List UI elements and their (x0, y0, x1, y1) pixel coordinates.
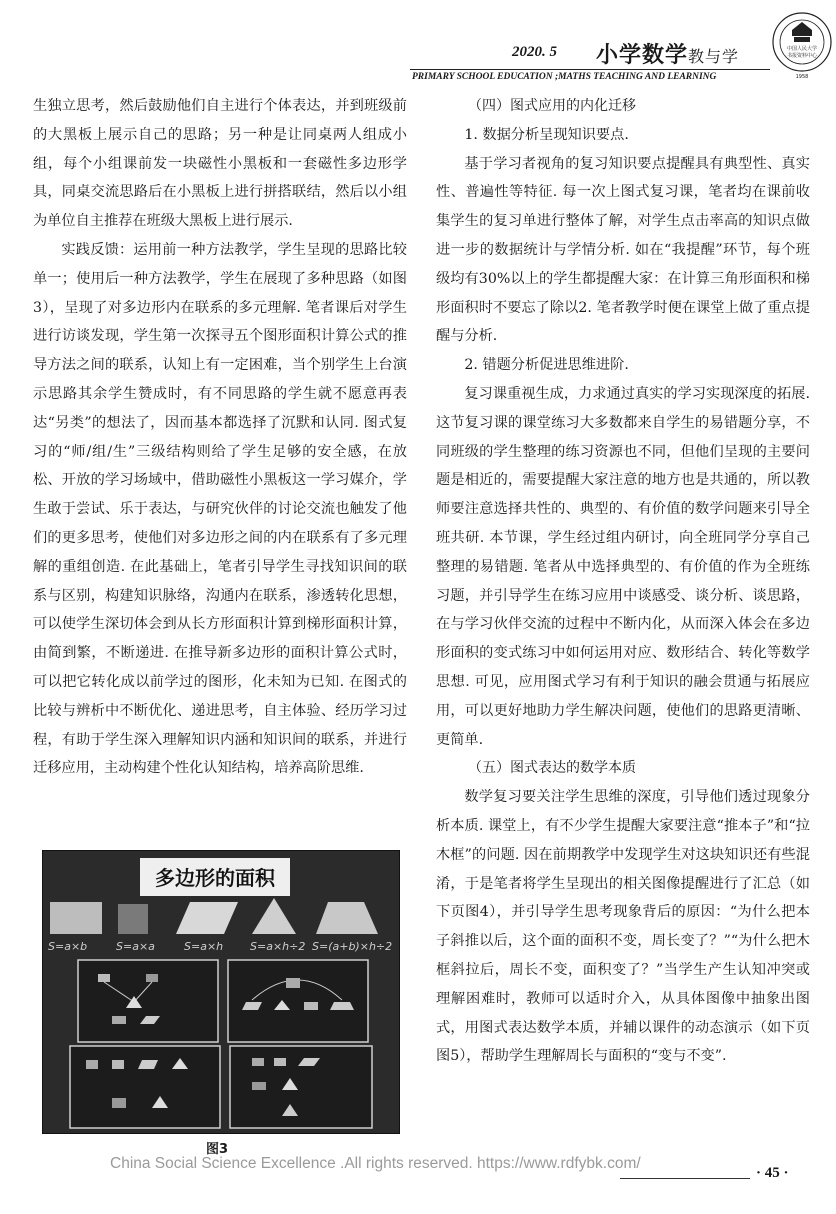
publisher-logo-icon (770, 8, 834, 80)
small-board-2 (228, 960, 368, 1042)
figure-3-photo (42, 850, 400, 1134)
board-title: 多边形的面积 (155, 866, 275, 890)
left-column (33, 92, 407, 783)
journal-title-main: 小学数学 (596, 42, 689, 68)
logo-year: 1958 (795, 74, 809, 80)
figure-caption: 图3 (206, 1142, 229, 1157)
page-header (0, 0, 836, 92)
formula-trapezoid: S=(a+b)×h÷2 (312, 940, 393, 953)
section-heading: （五）图式表达的数学本质 (468, 760, 636, 777)
section-heading: （四）图式应用的内化迁移 (468, 98, 636, 114)
formula-triangle: S=a×h÷2 (250, 940, 306, 953)
page-number: · 45 · (756, 1165, 789, 1181)
paragraph: 数学复习要关注学生思维的深度，引导他们透过现象分析本质. 课堂上，有不少学生提醒大家要注意“推本子”和“拉木框”的问题. 因在前期教学中发现学生对这块知识还有些混淆，于是笔者将学生呈现出的相关图像提醒进行了汇总（如下页图4），并引导学生思考现象背后的原因：“为什么把本子斜推以后，这个面的面积不变，周长变了？”“为什么把木框斜拉后，周长不变，面积变了？”当学生产生认知冲突或理解困难时，教师可以适时介入，从具体图像中抽象出图式，用图式表达数学本质，并辅以课件的动态演示（如下页图5），帮助学生理解周长与面积的“变与不变”. (436, 789, 810, 1065)
paragraph: 复习课重视生成，力求通过真实的学习实现深度的拓展. 这节复习课的课堂练习大多数都来自学生的易错题分享，不同班级的学生整理的练习资源也不同，但他们呈现的主要问题是相近的，需要提醒大家注意的地方也是共通的，所以教师要注意选择共性的、典型的、有价值的数学问题来引导全班共研. 本节课，学生经过组内研讨，向全班同学分享自己整理的易错题. 笔者从中选择典型的、有价值的作为全班练习题，并引导学生在练习应用中谈感受、谈分析、谈思路，在与学习伙伴交流的过程中不断内化，从而深入体会在多边形面积的变式练习中如何运用对应、数形结合、转化等数学思想. 可见，应用图式学习有利于知识的融会贯通与拓展应用，可以更好地助力学生解决问题，使他们的思路更清晰、更简单. (436, 385, 810, 748)
journal-subtitle: PRIMARY SCHOOL EDUCATION ;MATHS TEACHING AND LEARNING (412, 72, 717, 82)
journal-title (596, 38, 739, 69)
copyright-watermark: China Social Science Excellence .All rights reserved. https://www.rdfybk.com/ (110, 1155, 641, 1172)
formula-parallelogram: S=a×h (184, 940, 224, 953)
formula-square: S=a×a (116, 940, 155, 953)
small-board-3 (70, 1046, 220, 1128)
subsection-heading: 2. 错题分析促进思维进阶. (464, 357, 629, 374)
formula-rectangle: S=a×b (48, 940, 88, 953)
small-board-1 (78, 960, 218, 1042)
right-column (436, 92, 810, 1071)
journal-title-tail: 教与学 (688, 47, 740, 66)
logo-name-2: 书报资料中心 (786, 53, 818, 59)
footer-rule (620, 1178, 750, 1179)
subsection-heading: 1. 数据分析呈现知识要点. (464, 126, 629, 143)
header-rule (410, 69, 770, 70)
issue-number: 2020. 5 (512, 44, 557, 60)
small-board-4 (230, 1046, 372, 1128)
paragraph: 生独立思考，然后鼓励他们自主进行个体表达，并到班级前的大黑板上展示自己的思路；另一种是让同桌两人组成小组，每个小组课前发一块磁性小黑板和一套磁性多边形学具，同桌交流思路后在小黑板上进行拼搭联结，然后以小组为单位自主推荐在班级大黑板上进行展示. (33, 98, 407, 230)
paragraph: 基于学习者视角的复习知识要点提醒具有典型性、真实性、普遍性等特征. 每一次上图式复习课，笔者均在课前收集学生的复习单进行整体了解，对学生点击率高的知识点做进一步的数据统计与学情分析. 如在“我提醒”环节，每个班级均有30%以上的学生都提醒大家：在计算三角形面积和梯形面积时不要忘了除以2. 笔者教学时便在课堂上做了重点提醒与分析. (436, 155, 810, 345)
rectangle-shape (50, 902, 102, 934)
square-shape (118, 904, 148, 934)
logo-name: 中国人民大学 (786, 46, 818, 52)
paragraph: 实践反馈：运用前一种方法教学，学生呈现的思路比较单一；使用后一种方法教学，学生在展现了多种思路（如图3），呈现了对多边形内在联系的多元理解. 笔者课后对学生进行访谈发现，学生第一次探寻五个图形面积计算公式的推导方法之间的联系，认知上有一定困难，当个别学生上台演示思路其余学生赞成时，有不同思路的学生就不愿意再表达“另类”的想法了，因而基本都选择了沉默和认同. 图式复习的“师/组/生”三级结构则给了学生足够的安全感，在放松、开放的学习场域中，借助磁性小黑板这一学习媒介，学生敢于尝试、乐于表达，与研究伙伴的讨论交流也触发了他们的更多思考，使他们对多边形之间的内在联系有了多元理解的重组创造. 在此基础上，笔者引导学生寻找知识间的联系与区别，构建知识脉络，沟通内在联系，渗透转化思想，可以使学生深切体会到从长方形面积计算到梯形面积计算，由简到繁，不断递进. 在推导新多边形的面积计算公式时，可以把它转化成以前学过的图形，化未知为已知. 在图式的比较与辨析中不断优化、递进思考，自主体验、经历学习过程，有助于学生深入理解知识内涵和知识间的联系，并进行迁移应用，主动构建个性化认知结构，培养高阶思维. (33, 241, 407, 777)
